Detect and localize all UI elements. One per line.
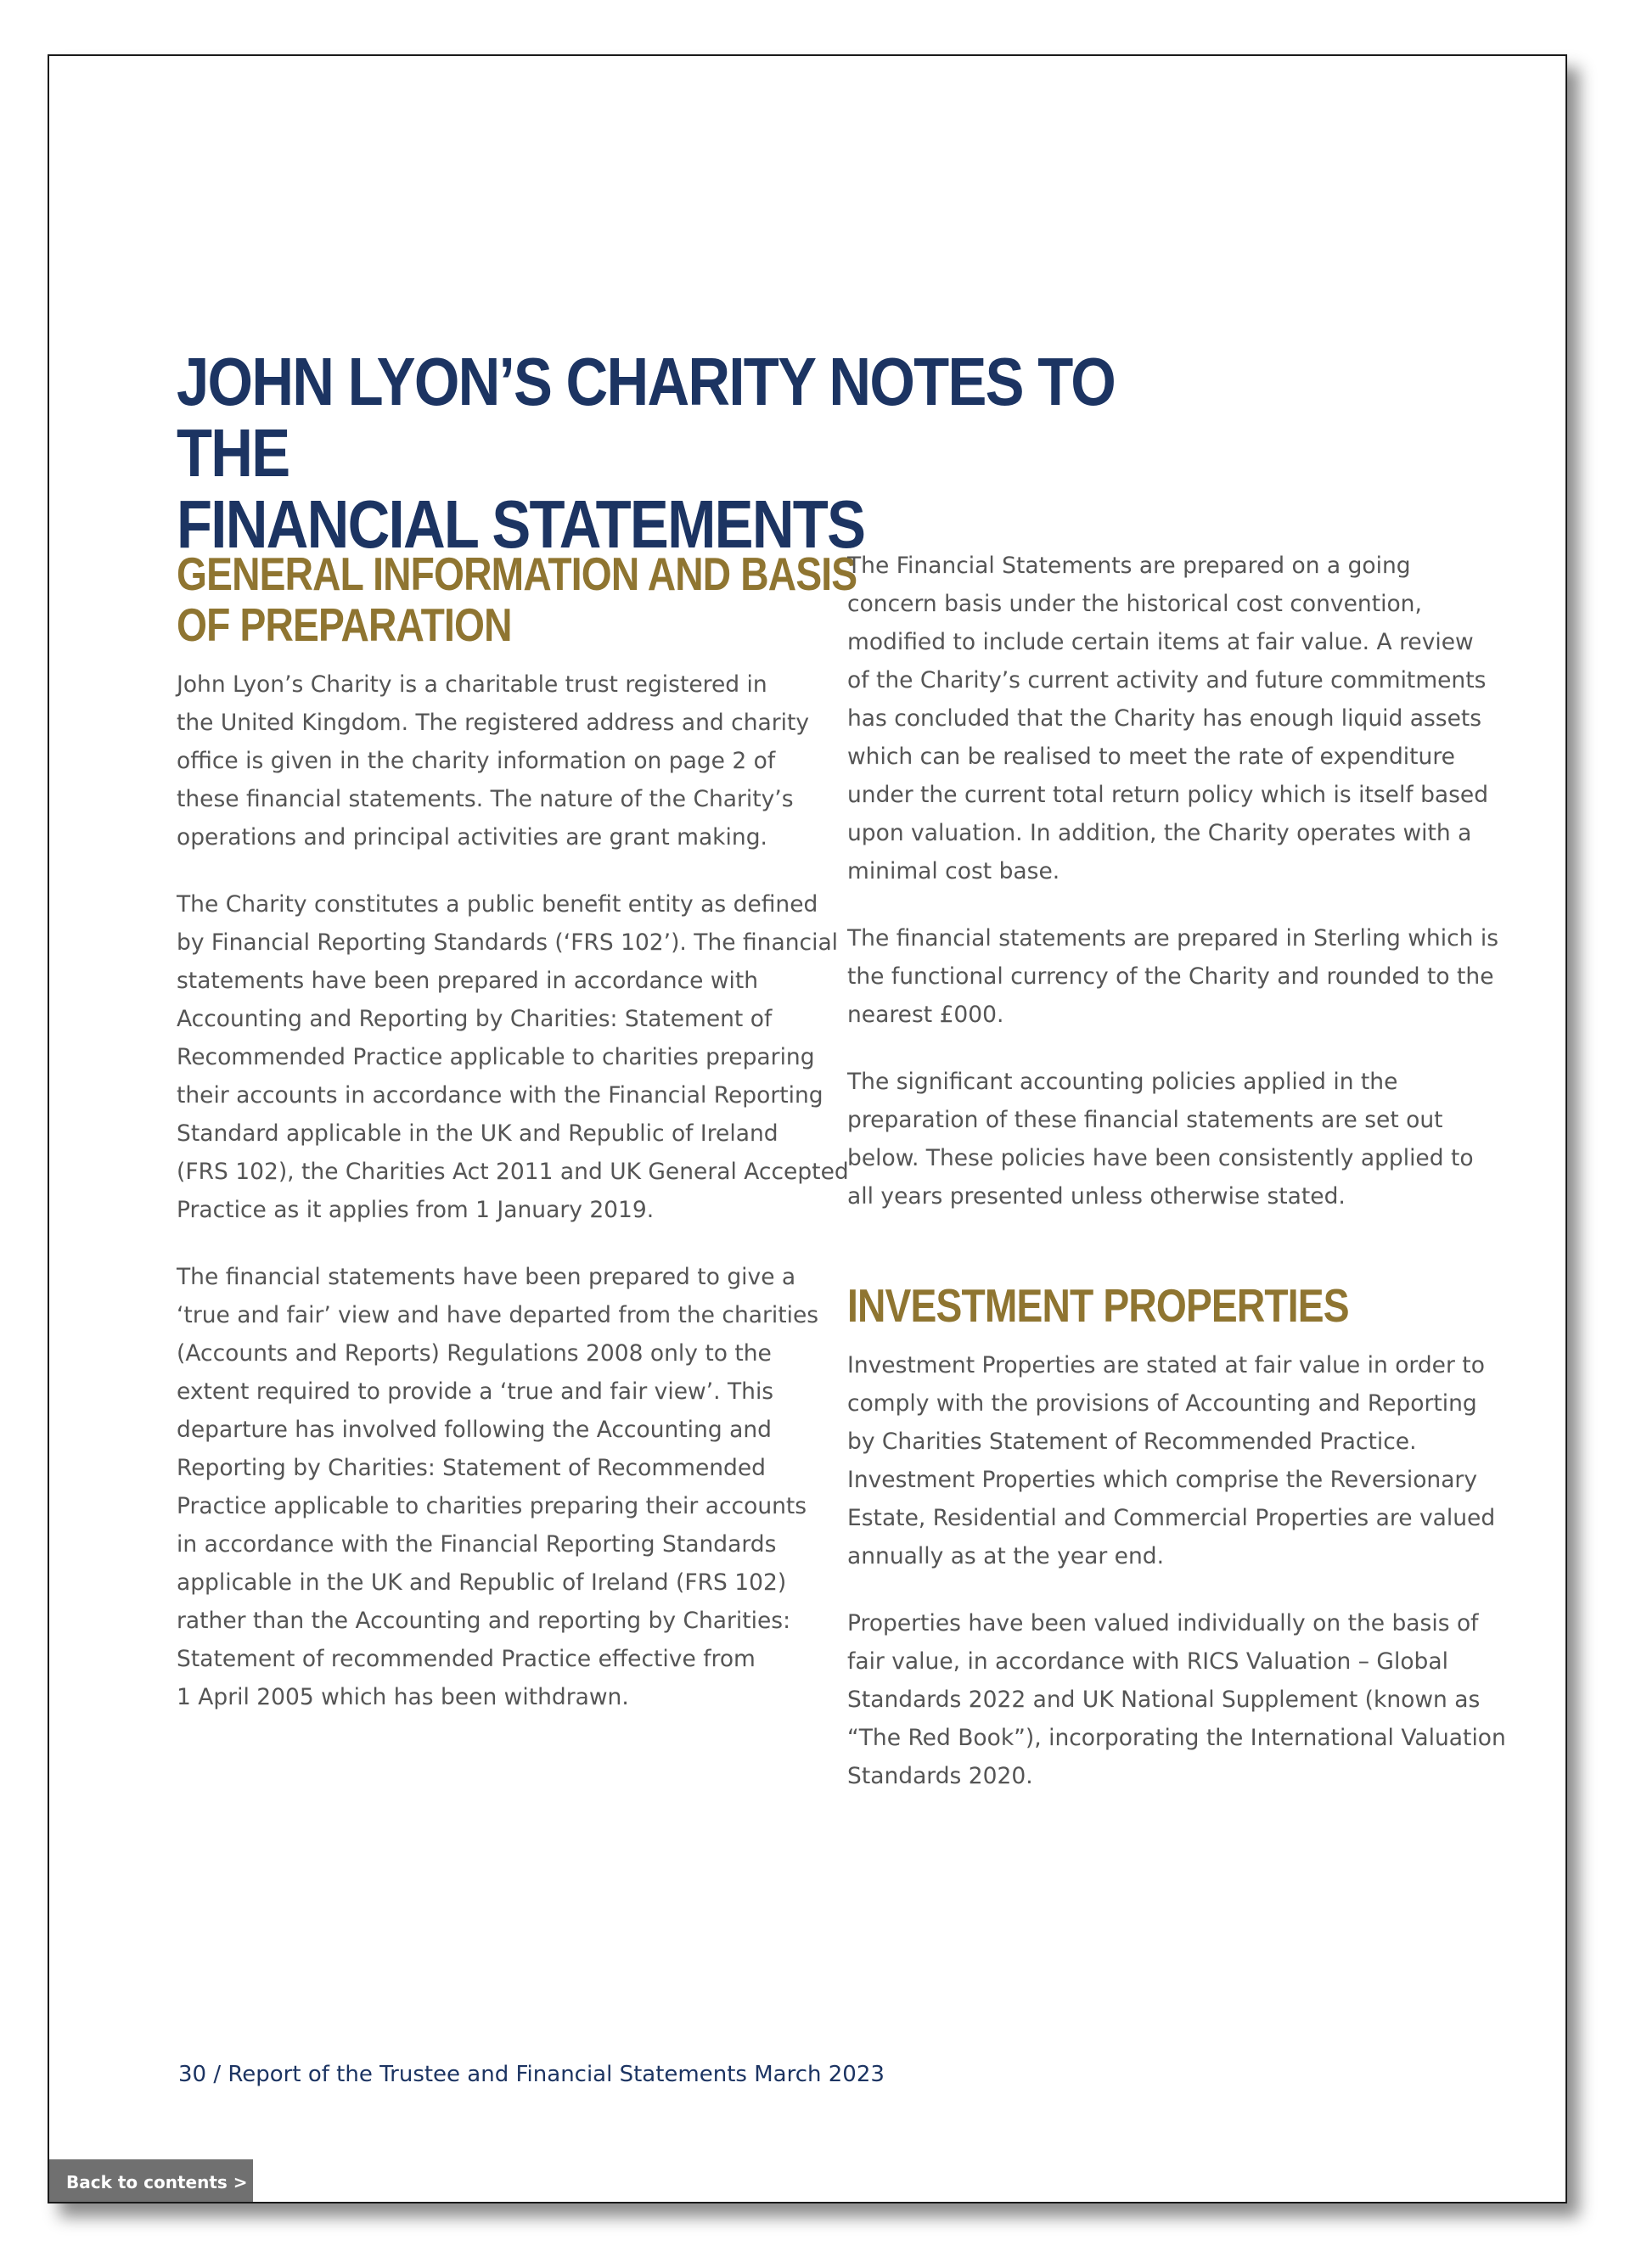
text-line: upon valuation. In addition, the Charity operates with a	[847, 820, 1472, 846]
text-line: extent required to provide a ‘true and fair view’. This	[177, 1378, 774, 1405]
paragraph-investment-properties-fair-value	[847, 1346, 1509, 1575]
text-line: by Financial Reporting Standards (‘FRS 102’). The financial	[177, 929, 839, 956]
text-line: John Lyon’s Charity is a charitable trust registered in	[177, 671, 767, 698]
text-line: modified to include certain items at fair value. A review	[847, 629, 1474, 655]
text-line: Practice as it applies from 1 January 2019.	[177, 1197, 655, 1223]
text-line: The financial statements are prepared in Sterling which is	[847, 925, 1499, 952]
text-line: The financial statements have been prepared to give a	[177, 1264, 796, 1290]
paragraph-public-benefit-entity	[177, 885, 849, 1229]
text-line: fair value, in accordance with RICS Valuation – Global	[847, 1648, 1448, 1675]
text-line: 1 April 2005 which has been withdrawn.	[177, 1684, 629, 1710]
text-line: “The Red Book”), incorporating the International Valuation	[847, 1725, 1506, 1751]
paragraph-rics-valuation	[847, 1604, 1509, 1795]
left-column	[177, 547, 857, 1716]
text-line: Properties have been valued individually on the basis of	[847, 1610, 1479, 1636]
text-line: operations and principal activities are grant making.	[177, 824, 767, 850]
back-to-contents-button[interactable]: Back to contents >	[49, 2159, 253, 2203]
text-line: statements have been prepared in accordance with	[177, 968, 759, 994]
text-line: has concluded that the Charity has enough liquid assets	[847, 705, 1482, 732]
text-line: by Charities Statement of Recommended Practice.	[847, 1429, 1417, 1455]
paragraph-functional-currency	[847, 919, 1509, 1034]
document-page	[48, 54, 1567, 2203]
paragraph-going-concern	[847, 547, 1509, 890]
text-line: which can be realised to meet the rate of expenditure	[847, 744, 1455, 770]
text-line: Standards 2022 and UK National Supplement (known as	[847, 1687, 1481, 1713]
section-heading-general-information	[177, 547, 857, 651]
page-title-line-2: FINANCIAL STATEMENTS	[177, 486, 865, 562]
text-line: below. These policies have been consistently applied to	[847, 1145, 1474, 1171]
text-line: comply with the provisions of Accounting and Reporting	[847, 1390, 1477, 1417]
paragraph-accounting-policies	[847, 1063, 1509, 1215]
paragraph-true-and-fair-view	[177, 1258, 819, 1716]
text-line: Investment Properties are stated at fair value in order to	[847, 1352, 1485, 1378]
text-line: (FRS 102), the Charities Act 2011 and UK General Accepted	[177, 1159, 849, 1185]
text-line: departure has involved following the Accounting and	[177, 1417, 772, 1443]
text-line: their accounts in accordance with the Financial Reporting	[177, 1082, 823, 1109]
section-heading-investment-properties: INVESTMENT PROPERTIES	[847, 1279, 1349, 1332]
text-line: The Financial Statements are prepared on a going	[847, 553, 1411, 579]
text-line: Recommended Practice applicable to charities preparing	[177, 1044, 815, 1070]
text-line: Practice applicable to charities preparing their accounts	[177, 1493, 807, 1519]
section-heading-line-1: GENERAL INFORMATION AND BASIS	[177, 547, 857, 600]
text-line: concern basis under the historical cost convention,	[847, 591, 1422, 617]
text-line: these financial statements. The nature of the Charity’s	[177, 786, 794, 812]
paragraph-charity-overview	[177, 665, 810, 856]
text-line: Reporting by Charities: Statement of Recommended	[177, 1455, 767, 1481]
text-line: nearest £000.	[847, 1002, 1004, 1028]
text-line: of the Charity’s current activity and future commitments	[847, 667, 1487, 693]
page-footer: 30 / Report of the Trustee and Financial Statements March 2023	[178, 2062, 885, 2087]
text-line: all years presented unless otherwise stated.	[847, 1183, 1346, 1210]
text-line: applicable in the UK and Republic of Ireland (FRS 102)	[177, 1569, 787, 1596]
text-line: (Accounts and Reports) Regulations 2008 only to the	[177, 1340, 772, 1367]
text-line: preparation of these financial statements are set out	[847, 1107, 1443, 1133]
text-line: Investment Properties which comprise the Reversionary	[847, 1467, 1478, 1493]
text-line: in accordance with the Financial Reporting Standards	[177, 1531, 777, 1558]
text-line: annually as at the year end.	[847, 1543, 1165, 1569]
right-column	[847, 548, 1509, 1795]
text-line: Standard applicable in the UK and Republic of Ireland	[177, 1120, 778, 1147]
text-line: rather than the Accounting and reporting by Charities:	[177, 1608, 791, 1634]
page-title	[177, 346, 1199, 560]
text-line: the functional currency of the Charity and rounded to the	[847, 963, 1494, 990]
text-line: office is given in the charity information on page 2 of	[177, 748, 776, 774]
text-line: Statement of recommended Practice effective from	[177, 1646, 756, 1672]
text-line: The Charity constitutes a public benefit entity as defined	[177, 891, 818, 918]
text-line: Standards 2020.	[847, 1763, 1033, 1789]
section-heading-line-2: OF PREPARATION	[177, 598, 512, 651]
text-line: The significant accounting policies applied in the	[847, 1069, 1398, 1095]
page-title-line-1: JOHN LYON’S CHARITY NOTES TO THE	[177, 344, 1116, 491]
text-line: the United Kingdom. The registered address and charity	[177, 710, 810, 736]
text-line: minimal cost base.	[847, 858, 1060, 884]
text-line: Estate, Residential and Commercial Properties are valued	[847, 1505, 1496, 1531]
text-line: Accounting and Reporting by Charities: Statement of	[177, 1006, 773, 1032]
text-line: ‘true and fair’ view and have departed from the charities	[177, 1302, 819, 1328]
text-line: under the current total return policy which is itself based	[847, 782, 1489, 808]
